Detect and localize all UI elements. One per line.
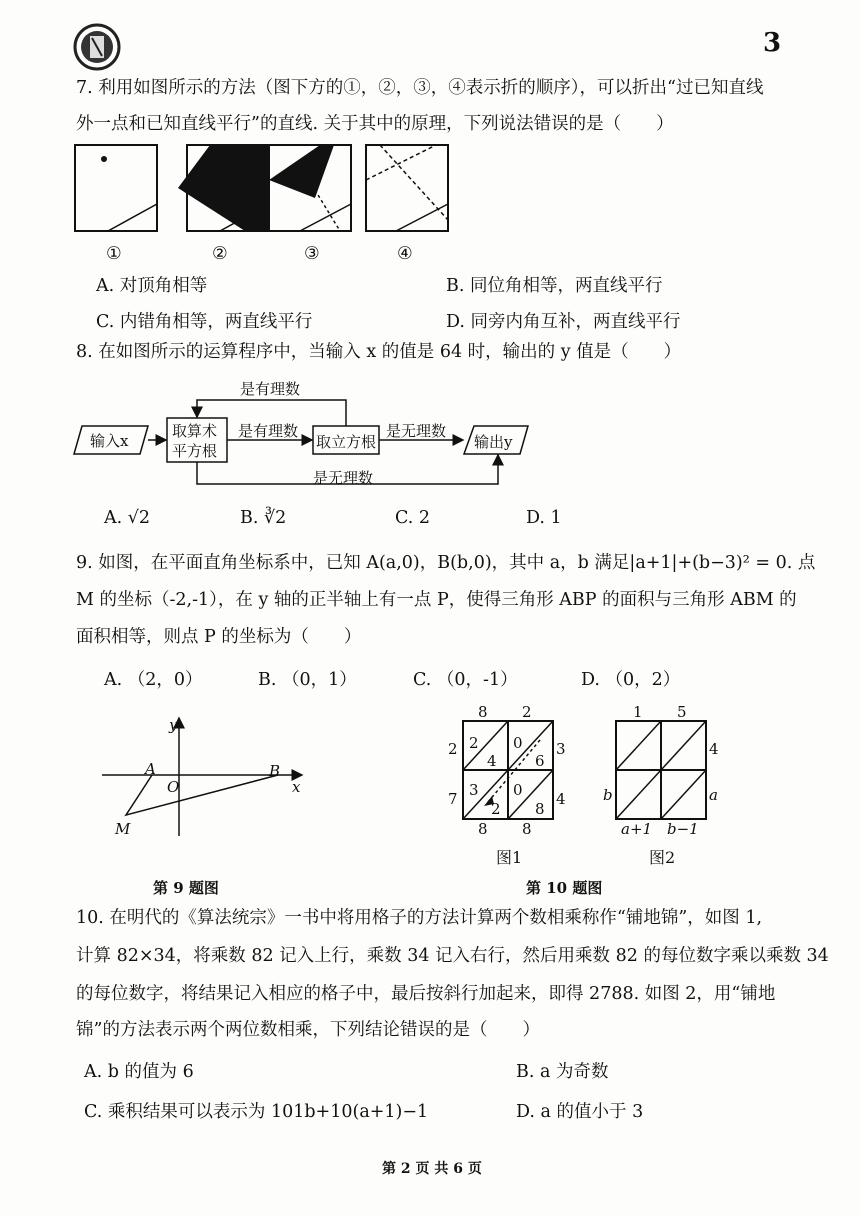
q9-coordinate-figure xyxy=(96,712,326,842)
flow-loop-label: 是有理数 xyxy=(240,380,301,398)
q7-fig-label-3: ③ xyxy=(304,244,320,264)
q9-stem-line3: 面积相等，则点 P 的坐标为（ ） xyxy=(76,627,362,647)
fig1-right-2: 4 xyxy=(556,790,566,808)
fig2-top-2: 5 xyxy=(677,703,687,721)
q9-label-x: x xyxy=(292,778,301,796)
fig2-left: b xyxy=(603,786,613,804)
q7-option-d[interactable]: D. 同旁内角互补，两直线平行 xyxy=(446,312,681,332)
q9-option-c[interactable]: C. （0，-1） xyxy=(413,670,518,690)
fig2-bottom-2: b−1 xyxy=(667,820,699,838)
q10-stem-line1: 10. 在明代的《算法统宗》一书中将用格子的方法计算两个数相乘称作“铺地锦”，如图 1, xyxy=(76,908,763,928)
q7-fig-label-1: ① xyxy=(106,244,122,264)
flow-box1-line2: 平方根 xyxy=(172,442,218,460)
flow-input: 输入x xyxy=(90,432,129,450)
fig2-right-2: a xyxy=(709,786,718,804)
flow-mid-label: 是有理数 xyxy=(238,422,299,440)
flow-right-label: 是无理数 xyxy=(386,422,447,440)
fig1-cell-5: 3 xyxy=(469,781,479,799)
q9-label-o: O xyxy=(167,778,180,796)
q9-label-b: B xyxy=(269,762,281,780)
q10-option-b[interactable]: B. a 为奇数 xyxy=(516,1062,609,1082)
fig1-left-2: 7 xyxy=(448,790,458,808)
fold-fig-3 xyxy=(269,145,351,231)
q9-label-y: y xyxy=(169,716,178,734)
q8-option-c[interactable]: C. 2 xyxy=(395,508,431,528)
flow-box2: 取立方根 xyxy=(316,433,377,451)
fig1-cell-2: 4 xyxy=(487,752,497,770)
flow-output: 输出y xyxy=(474,433,513,451)
q9-label-m: M xyxy=(115,820,131,838)
q10-figure-2-grid xyxy=(615,720,707,820)
fig2-right-1: 4 xyxy=(709,740,719,758)
page-footer: 第 2 页 共 6 页 xyxy=(382,1161,482,1177)
fold-fig-2 xyxy=(178,145,269,231)
fig1-bottom-2: 8 xyxy=(522,820,532,838)
fig1-cell-8: 8 xyxy=(535,800,545,818)
school-logo xyxy=(72,22,122,72)
q8-option-a[interactable]: A. √2 xyxy=(104,508,151,528)
fig1-cell-6: 2 xyxy=(491,800,501,818)
fig1-caption: 图1 xyxy=(496,848,523,867)
flow-box1-line1: 取算术 xyxy=(172,422,218,440)
fig2-bottom-1: a+1 xyxy=(621,820,653,838)
q8-stem: 8. 在如图所示的运算程序中，当输入 x 的值是 64 时，输出的 y 值是（ ） xyxy=(76,342,682,362)
fig1-cell-3: 0 xyxy=(513,734,523,752)
q9-caption: 第 9 题图 xyxy=(153,879,219,897)
q10-stem-line2: 计算 82×34，将乘数 82 记入上行，乘数 34 记入右行，然后用乘数 82 的每位数字乘以乘数 34 xyxy=(76,946,829,966)
fig1-cell-7: 0 xyxy=(513,781,523,799)
q7-option-b[interactable]: B. 同位角相等，两直线平行 xyxy=(446,276,663,296)
fig1-top-1: 8 xyxy=(478,703,488,721)
q8-option-d[interactable]: D. 1 xyxy=(526,508,562,528)
q7-stem-line1: 7. 利用如图所示的方法（图下方的①，②，③，④表示折的顺序），可以折出“过已知直线 xyxy=(76,78,764,98)
q10-stem-line4: 锦”的方法表示两个两位数相乘，下列结论错误的是（ ） xyxy=(76,1020,540,1040)
q7-option-a[interactable]: A. 对顶角相等 xyxy=(96,276,208,296)
q10-option-a[interactable]: A. b 的值为 6 xyxy=(84,1062,194,1082)
fig1-right-1: 3 xyxy=(556,740,566,758)
fold-fig-4 xyxy=(366,145,448,231)
q10-caption: 第 10 题图 xyxy=(526,879,603,897)
q10-stem-line3: 的每位数字，将结果记入相应的格子中，最后按斜行加起来，即得 2788. 如图 2，用“铺地 xyxy=(76,984,776,1004)
fig2-top-1: 1 xyxy=(633,703,643,721)
q9-option-d[interactable]: D. （0，2） xyxy=(581,670,681,690)
q9-stem-line2: M 的坐标（-2,-1），在 y 轴的正半轴上有一点 P，使得三角形 ABP 的面积与三角形 ABM 的 xyxy=(76,590,797,610)
flow-bottom-label: 是无理数 xyxy=(313,469,374,487)
q7-fig-label-2: ② xyxy=(212,244,228,264)
q7-option-c[interactable]: C. 内错角相等，两直线平行 xyxy=(96,312,313,332)
fig1-left-1: 2 xyxy=(448,740,458,758)
fig2-caption: 图2 xyxy=(649,848,676,867)
corner-mark: 3 xyxy=(763,28,782,58)
q7-fig-label-4: ④ xyxy=(397,244,413,264)
fig1-top-2: 2 xyxy=(522,703,532,721)
q10-option-c[interactable]: C. 乘积结果可以表示为 101b+10(a+1)−1 xyxy=(84,1102,429,1122)
q9-stem-line1: 9. 如图，在平面直角坐标系中，已知 A(a,0)，B(b,0)，其中 a，b 满足|a+1|+(b−3)² = 0. 点 xyxy=(76,553,816,573)
q9-label-a: A xyxy=(145,760,156,778)
fold-fig-1 xyxy=(75,145,157,231)
q7-stem-line2: 外一点和已知直线平行”的直线. 关于其中的原理，下列说法错误的是（ ） xyxy=(76,114,674,134)
q8-option-b[interactable]: B. ∛2 xyxy=(240,508,287,528)
q9-option-a[interactable]: A. （2，0） xyxy=(104,670,203,690)
fig1-cell-4: 6 xyxy=(535,752,545,770)
fig1-bottom-1: 8 xyxy=(478,820,488,838)
fig1-cell-1: 2 xyxy=(469,734,479,752)
q9-option-b[interactable]: B. （0，1） xyxy=(258,670,357,690)
q10-option-d[interactable]: D. a 的值小于 3 xyxy=(516,1102,644,1122)
